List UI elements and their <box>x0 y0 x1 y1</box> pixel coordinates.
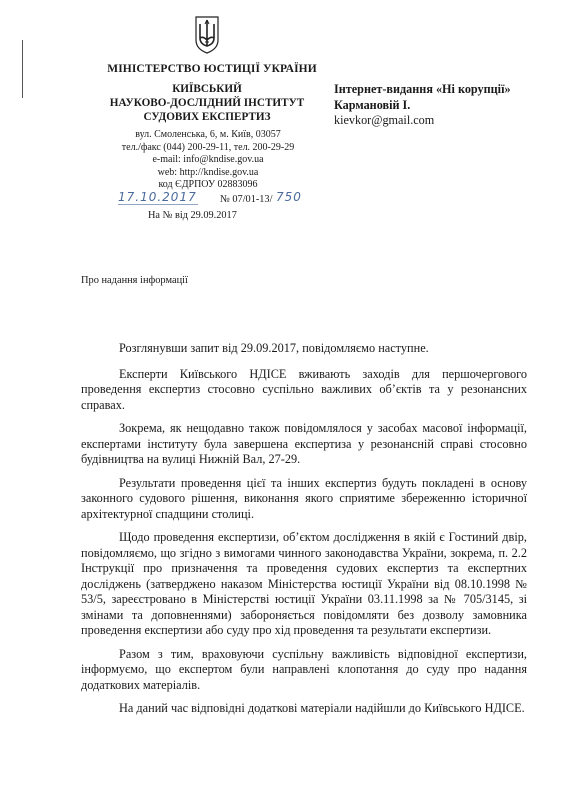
letter-body <box>81 341 527 725</box>
trident-coat-of-arms-icon <box>195 16 219 54</box>
addressee-block <box>334 82 562 129</box>
paragraph: Зокрема, як нещодавно також повідомлялося у засобах масової інформації, експертами інституту була завершена експертиза у резонансній справі стосовно будівництва на вулиці Нижній Вал, 27-29. <box>81 421 527 466</box>
date-underline <box>118 204 198 205</box>
paragraph: Результати проведення цієї та інших експертиз будуть покладені в основу законного судового рішення, виконання якого сприятиме збереженню історичної архітектурної спадщини столиці. <box>81 475 527 521</box>
reference-line: На № від 29.09.2017 <box>148 210 237 221</box>
registration-number: № 07/01-13/ <box>220 194 273 205</box>
paragraph: Разом з тим, враховуючи суспільну важливість відповідної експертизи, інформуємо, що експертом були направлені клопотання до суду про надання додаткових матеріалів. <box>81 646 527 692</box>
address: вул. Смоленська, 6, м. Київ, 03057 <box>135 129 281 140</box>
paragraph: Розглянувши запит від 29.09.2017, повідомляємо наступне. <box>119 341 429 355</box>
institute-contacts <box>120 129 296 192</box>
addressee-organization: Інтернет-видання «Ні корупції» <box>334 82 511 96</box>
email: e-mail: info@kndise.gov.ua <box>152 154 264 165</box>
institute-line: СУДОВИХ ЕКСПЕРТИЗ <box>143 111 271 123</box>
addressee-person: Кармановій І. <box>334 97 411 112</box>
phone-fax: тел./факс (044) 200-29-11, тел. 200-29-29 <box>121 141 295 153</box>
letter-subject: Про надання інформації <box>81 275 188 286</box>
edrpou-code: код ЄДРПОУ 02883096 <box>158 179 258 190</box>
paragraph: На даний час відповідні додаткові матеріали надійшли до Київського НДІСЕ. <box>119 701 525 715</box>
website: web: http://kndise.gov.ua <box>157 166 259 178</box>
handwritten-number: 750 <box>276 190 302 204</box>
addressee-email: kievkor@gmail.com <box>334 113 435 127</box>
margin-rule <box>22 40 23 98</box>
paragraph: Експерти Київського НДІСЕ вживають заходів для першочергового проведення експертиз стосовно суспільно важливих об’єктів та у резонансних справах. <box>81 366 527 412</box>
handwritten-date: 17.10.2017 <box>118 190 197 204</box>
ministry-name: МІНІСТЕРСТВО ЮСТИЦІЇ УКРАЇНИ <box>107 63 317 75</box>
registration-line <box>116 190 316 208</box>
institute-line: КИЇВСЬКИЙ <box>172 83 242 95</box>
institute-name <box>88 82 326 124</box>
paragraph: Щодо проведення експертизи, об’єктом дослідження в якій є Гостиний двір, повідомляємо, що згідно з вимогами чинного законодавства України, зокрема, п. 2.2 Інструкції про призначення та проведення судових експертиз та експертних досліджень (затверджено наказом Міністерства юстиції України від 08.10.1998 № 53/5, зареєстровано в Міністерстві юстиції України 03.11.1998 за № 705/3145, зі змінами та доповненнями) забороняється повідомляти без дозволу замовника проведення експертизи або суду про хід проведення та результати експертизи. <box>81 530 527 637</box>
institute-line: НАУКОВО-ДОСЛІДНИЙ ІНСТИТУТ <box>109 97 305 109</box>
